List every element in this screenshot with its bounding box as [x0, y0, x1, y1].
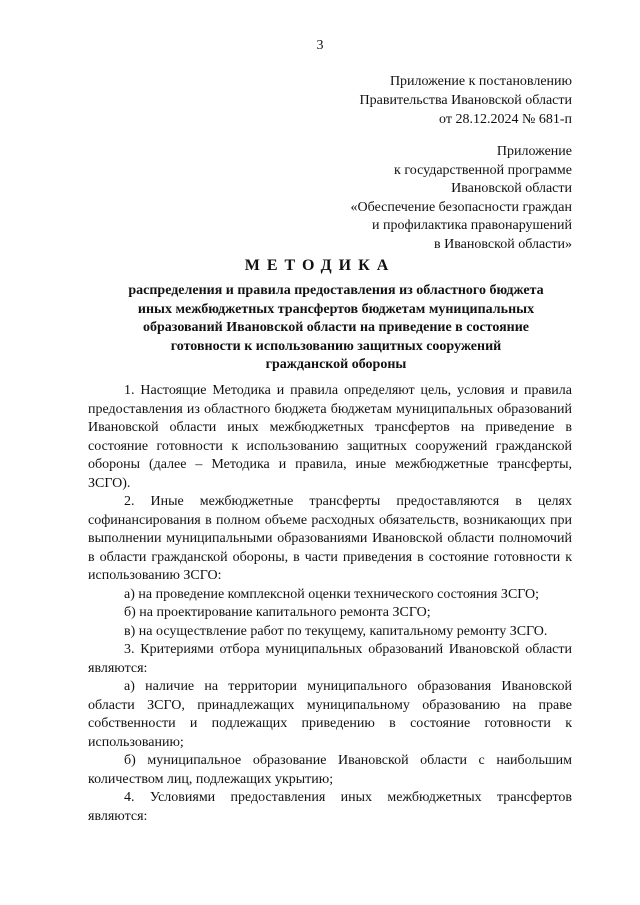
subtitle-line: готовности к использованию защитных сооружений — [170, 338, 502, 354]
appendix-program-line: Приложение — [496, 144, 572, 159]
subtitle-line: образований Ивановской области на приведение в состояние — [142, 320, 530, 335]
paragraph-3a: а) наличие на территории муниципального образования Ивановской области ЗСГО, принадлежащих муниципальному образованию на праве собственности и подлежащих приведению в состояние готовности к использованию; — [88, 679, 572, 750]
appendix-program-line: «Обеспечение безопасности граждан — [350, 199, 572, 215]
paragraph-2b: б) на проектирование капитального ремонта ЗСГО; — [124, 605, 431, 620]
paragraph-2a: а) на проведение комплексной оценки технического состояния ЗСГО; — [124, 586, 540, 602]
appendix-program-block — [351, 143, 572, 254]
paragraph-2c: в) на осуществление работ по текущему, капитальному ремонту ЗСГО. — [124, 623, 548, 639]
paragraph-4: 4. Условиями предоставления иных межбюджетных трансфертов являются: — [88, 790, 572, 824]
appendix-resolution-line: от 28.12.2024 № 681-п — [439, 112, 572, 127]
paragraph-3b: б) муниципальное образование Ивановской области с наибольшим количеством лиц, подлежащих укрытию; — [88, 753, 572, 787]
subtitle-line: распределения и правила предоставления из областного бюджета — [128, 283, 544, 298]
appendix-program-line: и профилактика правонарушений — [372, 218, 572, 233]
appendix-program-line: к государственной программе — [394, 162, 572, 178]
document-subtitle — [100, 282, 572, 375]
appendix-resolution-block — [360, 72, 572, 129]
document-title: МЕТОДИКА — [244, 257, 396, 274]
paragraph-2: 2. Иные межбюджетные трансферты предоставляются в целях софинансирования в полном объеме расходных обязательств, возникающих при выполнении муниципальными образованиями Ивановской области полномочий в области гражданской обороны, в части приведения в состояние готовности к использованию ЗСГО: — [88, 494, 572, 583]
appendix-program-line: Ивановской области — [451, 181, 572, 196]
subtitle-line: гражданской обороны — [265, 357, 407, 372]
appendix-resolution-line: Правительства Ивановской области — [359, 93, 572, 108]
subtitle-line: иных межбюджетных трансфертов бюджетам муниципальных — [137, 301, 535, 317]
page-number: 3 — [316, 38, 324, 53]
document-body — [88, 382, 572, 826]
paragraph-3: 3. Критериями отбора муниципальных образований Ивановской области являются: — [88, 642, 572, 676]
paragraph-1: 1. Настоящие Методика и правила определяют цель, условия и правила предоставления из областного бюджета бюджетам муниципальных образований Ивановской области иных межбюджетных трансфертов на приведение в состояние готовности к использованию защитных сооружений гражданской обороны (далее – Методика и правила, иные межбюджетные трансферты, ЗСГО). — [88, 383, 572, 491]
appendix-program-line: в Ивановской области» — [434, 236, 572, 252]
appendix-resolution-line: Приложение к постановлению — [389, 74, 572, 89]
